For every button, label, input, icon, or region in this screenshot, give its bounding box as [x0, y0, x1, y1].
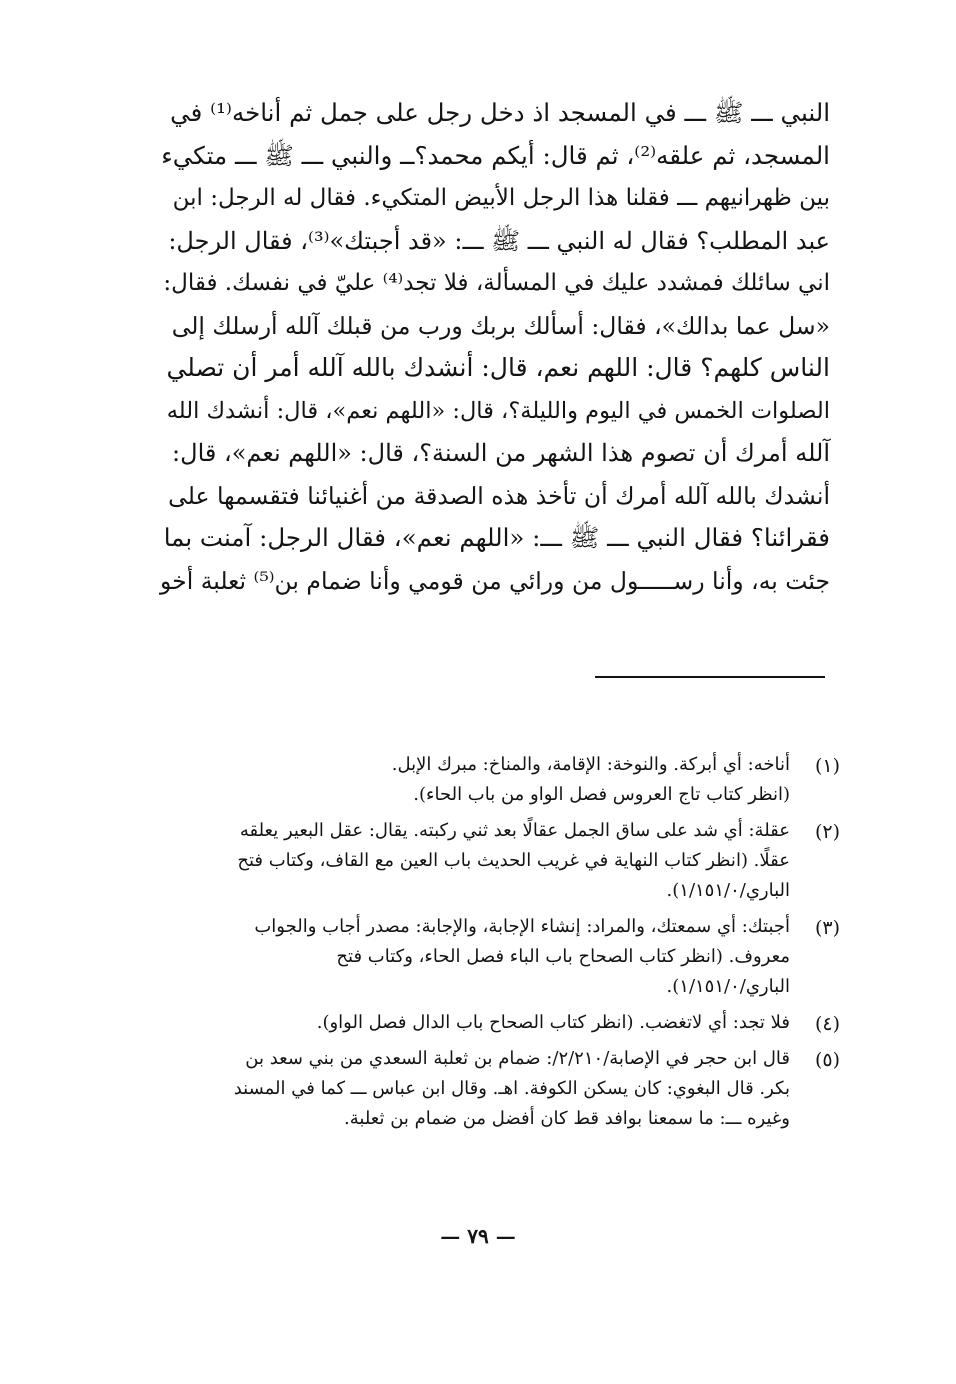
- footnote: [140, 750, 840, 810]
- footnote-body: [140, 750, 790, 810]
- footnote-line: فلا تجد: أي لاتغضب. (انظر كتاب الصحاح باب الدال فصل الواو).: [316, 1012, 790, 1033]
- footnote-body: [140, 1044, 790, 1134]
- footnote-separator: [595, 676, 825, 678]
- footnotes-section: [140, 750, 840, 1140]
- footnote: [140, 1008, 840, 1038]
- footnote-body: [140, 816, 790, 906]
- footnote-line: الباري/١/١٥١/٠).: [666, 976, 790, 997]
- footnote-line: الباري/١/١٥١/٠).: [666, 880, 790, 901]
- footnote-line: قال ابن حجر في الإصابة/٢/٢١٠/: ضمام بن ثعلبة السعدي من بني سعد بن: [245, 1048, 790, 1069]
- main-text-line: جئت به، وأنا رســـــول من ورائي من قومي وأنا ضمام بن⁽⁵⁾ ثعلبة أخو: [160, 566, 830, 595]
- main-text-line: الناس كلهم؟ قال: اللهم نعم، قال: أنشدك بالله آلله أمر أن تصلي: [166, 353, 830, 382]
- footnote: [140, 1044, 840, 1134]
- main-text-line: اني سائلك فمشدد عليك في المسألة، فلا تجد⁽⁴⁾ عليّ في نفسك. فقال:: [163, 270, 830, 296]
- main-text-line: النبي ـــ ﷺ ـــ في المسجد اذ دخل رجل على جمل ثم أناخه⁽¹⁾ في: [170, 98, 830, 127]
- page-number: — ٧٩ —: [440, 1224, 516, 1248]
- footnote: [140, 816, 840, 906]
- main-text-line: الصلوات الخمس في اليوم والليلة؟، قال: «اللهم نعم»، قال: أنشدك الله: [166, 397, 830, 424]
- footnote-number: (٢): [814, 821, 840, 843]
- main-text-line: المسجد، ثم علقه⁽²⁾، ثم قال: أيكم محمد؟ــ والنبي ـــ ﷺ ـــ متكيء: [161, 140, 830, 170]
- main-text-line: آلله أمرك أن تصوم هذا الشهر من السنة؟، قال: «اللهم نعم»، قال:: [172, 439, 830, 467]
- footnote-number: (٤): [814, 1013, 840, 1035]
- main-body-text: [160, 92, 830, 602]
- footnote-line: عقلًا. (انظر كتاب النهاية في غريب الحديث باب العين مع القاف، وكتاب فتح: [237, 850, 790, 871]
- footnote-line: عقلة: أي شد على ساق الجمل عقالًا بعد ثني ركبته. يقال: عقل البعير يعلقه: [239, 820, 790, 841]
- footnote-line: أناخه: أي أبركة. والنوخة: الإقامة، والمناخ: مبرك الإبل.: [391, 754, 790, 775]
- main-text-line: «سل عما بدالك»، فقال: أسألك بربك ورب من قبلك آلله أرسلك إلى: [171, 311, 830, 340]
- main-text-line: فقرائنا؟ فقال النبي ـــ ﷺ ـــ: «اللهم نعم»، فقال الرجل: آمنت بما: [163, 523, 830, 552]
- footnote-body: [140, 1008, 790, 1038]
- footnote-line: وغيره ـــ: ما سمعنا بوافد قط كان أفضل من ضمام بن ثعلبة.: [344, 1108, 790, 1129]
- footnote-line: بكر. قال البغوي: كان يسكن الكوفة. اهـ. وقال ابن عباس ـــ كما في المسند: [233, 1078, 790, 1099]
- footnote: [140, 912, 840, 1002]
- footnote-number: (١): [814, 755, 840, 777]
- main-text-line: عبد المطلب؟ فقال له النبي ـــ ﷺ ـــ: «قد أجبتك»⁽³⁾، فقال الرجل:: [168, 226, 830, 255]
- footnote-line: أجبتك: أي سمعتك، والمراد: إنشاء الإجابة، والإجابة: مصدر أجاب والجواب: [254, 916, 790, 937]
- footnote-body: [140, 912, 790, 1002]
- footnote-line: معروف. (انظر كتاب الصحاح باب الباء فصل الحاء، وكتاب فتح: [336, 946, 790, 967]
- main-text-line: أنشدك بالله آلله أمرك أن تأخذ هذه الصدقة من أغنيائنا فتقسمها على: [168, 481, 830, 510]
- footnote-number: (٣): [814, 917, 840, 939]
- main-text-line: بين ظهرانيهم ـــ فقلنا هذا الرجل الأبيض المتكيء. فقال له الرجل: ابن: [172, 185, 830, 211]
- footnote-line: (انظر كتاب تاج العروس فصل الواو من باب الحاء).: [413, 784, 790, 805]
- footnote-number: (٥): [814, 1049, 840, 1071]
